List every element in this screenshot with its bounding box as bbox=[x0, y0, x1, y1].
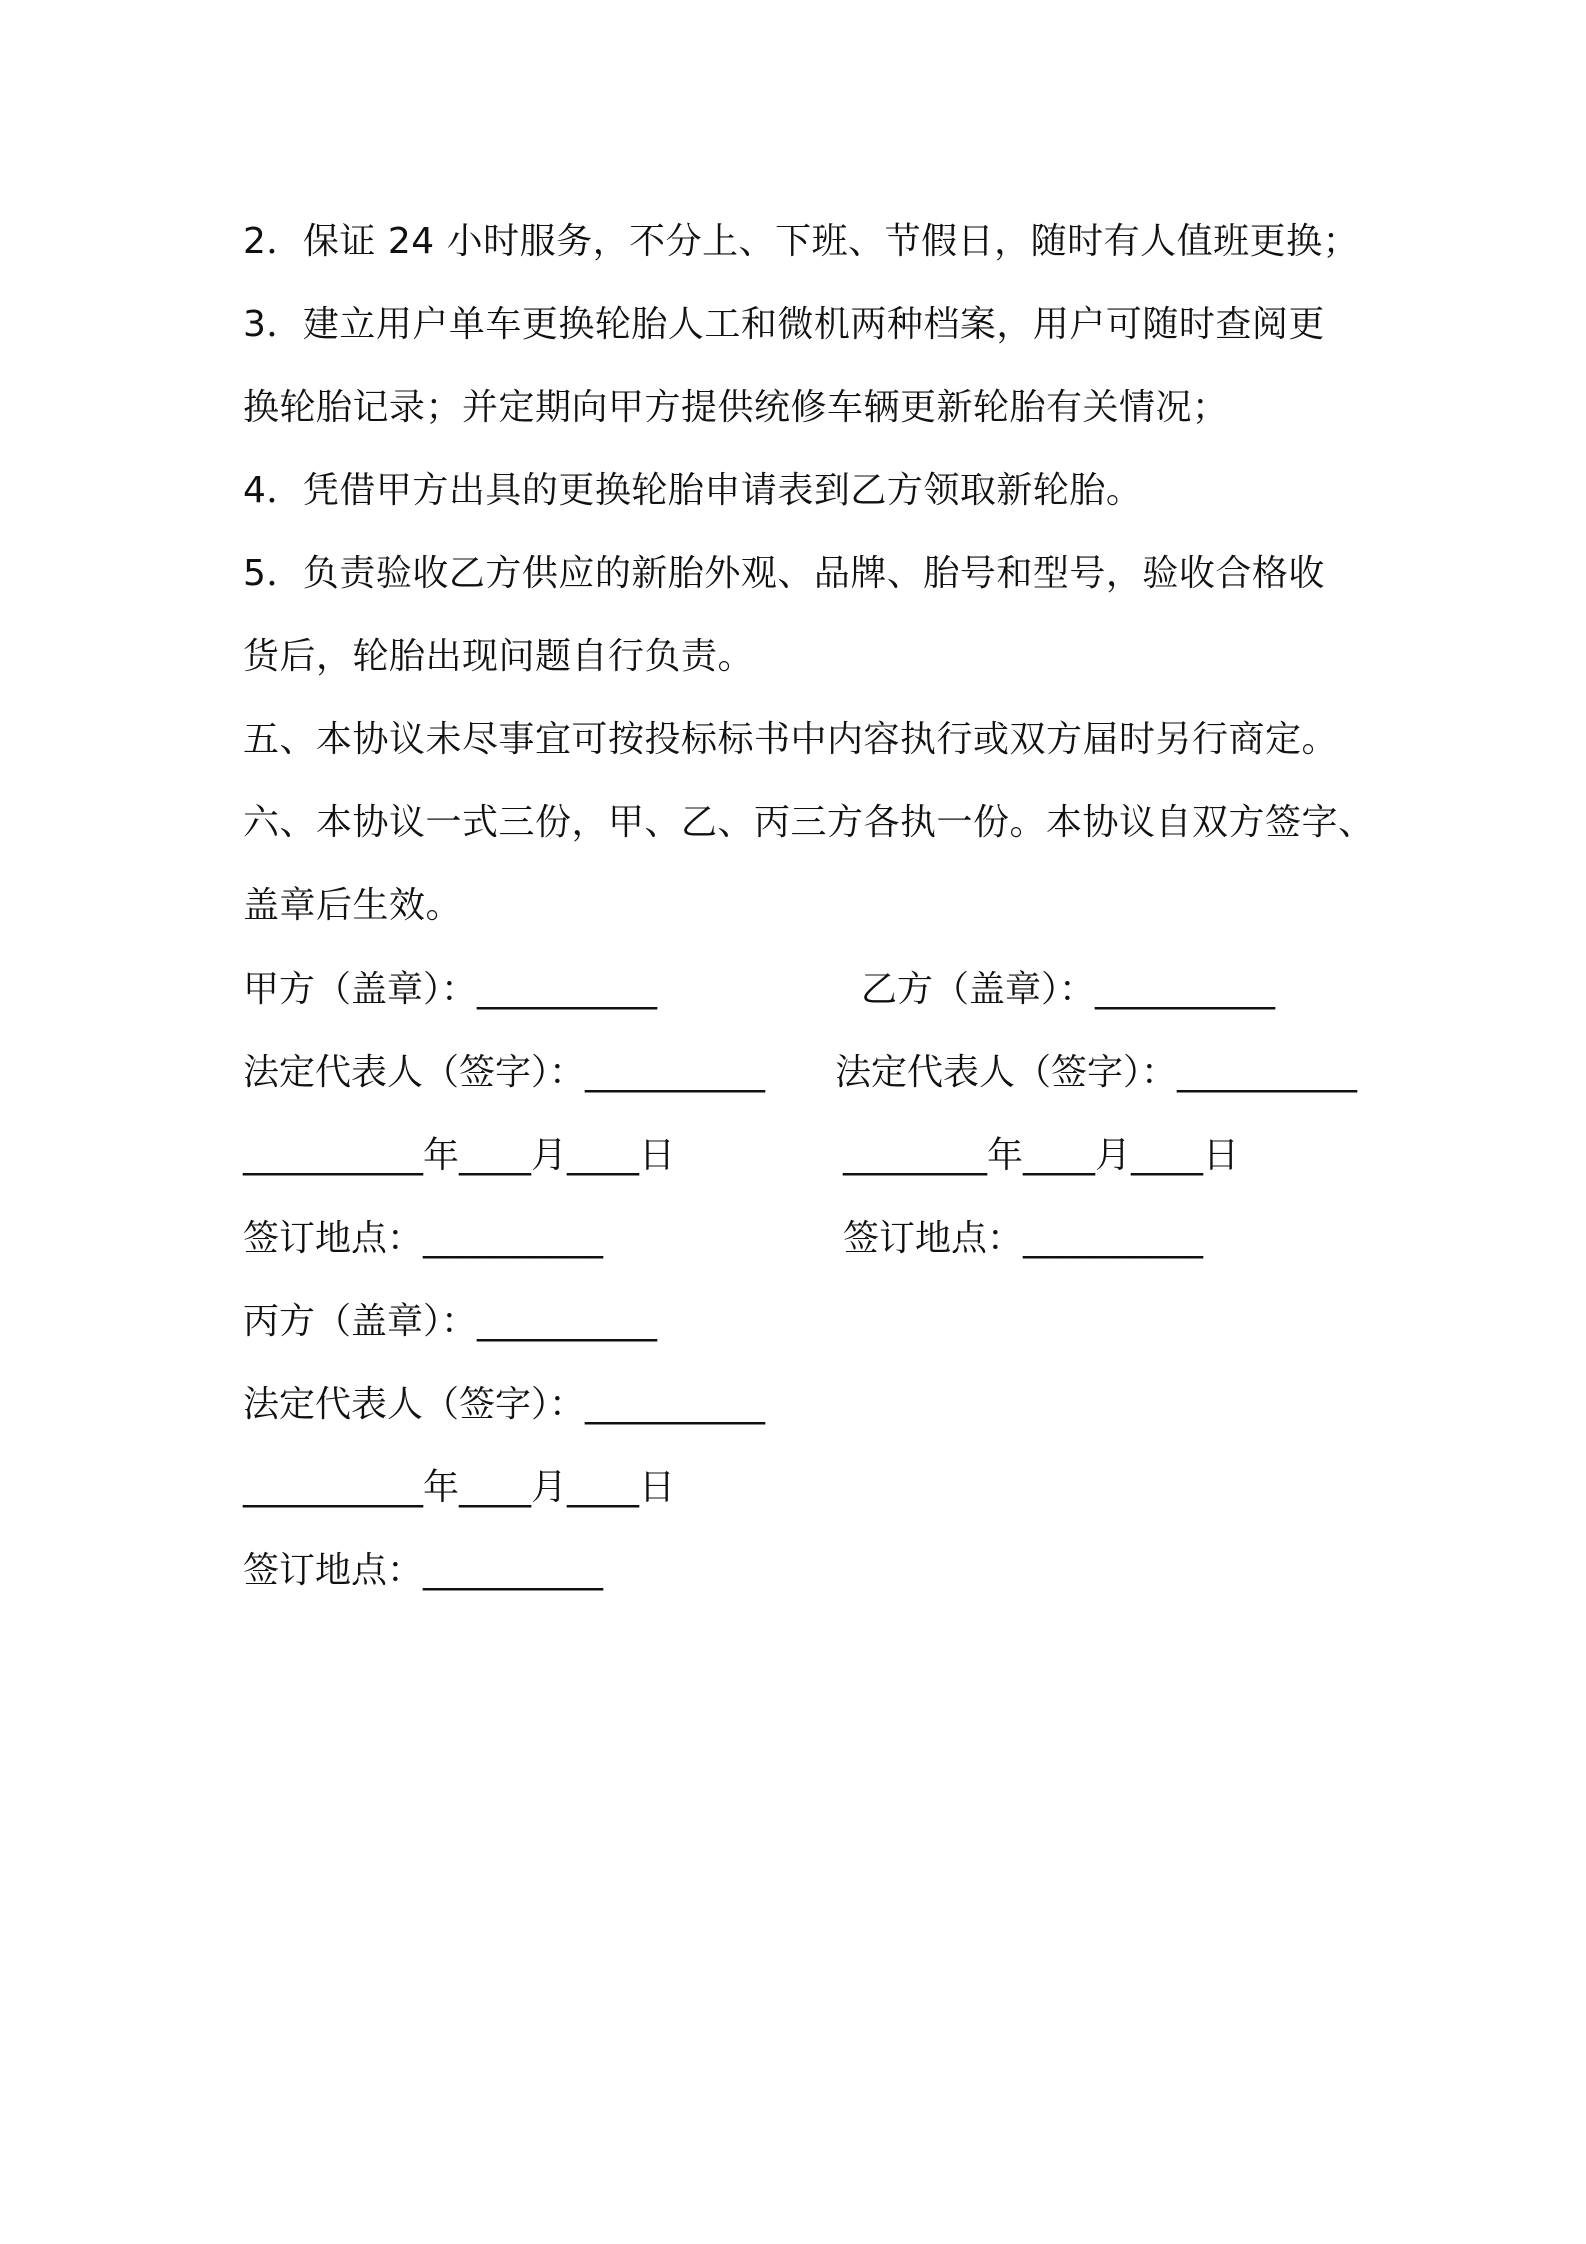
party-c-place-field: 签订地点：__________ bbox=[243, 1550, 604, 1591]
party-a-date-field: __________年____月____日 bbox=[243, 1135, 675, 1176]
party-c-date-row bbox=[243, 1446, 1363, 1529]
clause-line: 五、本协议未尽事宜可按投标标书中内容执行或双方届时另行商定。 bbox=[243, 719, 1339, 760]
party-b-seal-field: 乙方（盖章）：__________ bbox=[861, 969, 1276, 1010]
representative-row bbox=[243, 1031, 1363, 1114]
clause-line: 换轮胎记录；并定期向甲方提供统修车辆更新轮胎有关情况； bbox=[243, 387, 1229, 428]
party-c-representative-row bbox=[243, 1363, 1363, 1446]
party-b-representative-field: 法定代表人（签字）：__________ bbox=[835, 1052, 1358, 1093]
party-a-place-field: 签订地点：__________ bbox=[243, 1218, 604, 1259]
clause-line: 4．凭借甲方出具的更换轮胎申请表到乙方领取新轮胎。 bbox=[243, 470, 1143, 511]
party-c-place-row bbox=[243, 1529, 1363, 1612]
party-c-seal-row bbox=[243, 1280, 1363, 1363]
party-a-seal-field: 甲方（盖章）：__________ bbox=[243, 969, 658, 1010]
party-c-seal-field: 丙方（盖章）：__________ bbox=[243, 1301, 658, 1342]
seal-row bbox=[243, 948, 1363, 1031]
party-b-place-field: 签订地点：__________ bbox=[843, 1218, 1204, 1259]
signature-section bbox=[243, 948, 1363, 1612]
party-c-date-field: __________年____月____日 bbox=[243, 1467, 675, 1508]
place-row bbox=[243, 1197, 1363, 1280]
clause-line: 3．建立用户单车更换轮胎人工和微机两种档案，用户可随时查阅更 bbox=[243, 304, 1325, 345]
party-a-representative-field: 法定代表人（签字）：__________ bbox=[243, 1052, 766, 1093]
clause-line: 货后，轮胎出现问题自行负责。 bbox=[243, 636, 755, 677]
clause-line: 六、本协议一式三份，甲、乙、丙三方各执一份。本协议自双方签字、 bbox=[243, 802, 1375, 843]
clauses-section bbox=[243, 200, 1375, 947]
date-row bbox=[243, 1114, 1363, 1197]
clause-line: 5．负责验收乙方供应的新胎外观、品牌、胎号和型号，验收合格收 bbox=[243, 553, 1325, 594]
clause-line: 盖章后生效。 bbox=[243, 885, 463, 926]
party-c-representative-field: 法定代表人（签字）：__________ bbox=[243, 1384, 766, 1425]
clause-line: 2．保证 24 小时服务，不分上、下班、节假日，随时有人值班更换； bbox=[243, 221, 1360, 262]
party-b-date-field: ________年____月____日 bbox=[843, 1135, 1239, 1176]
